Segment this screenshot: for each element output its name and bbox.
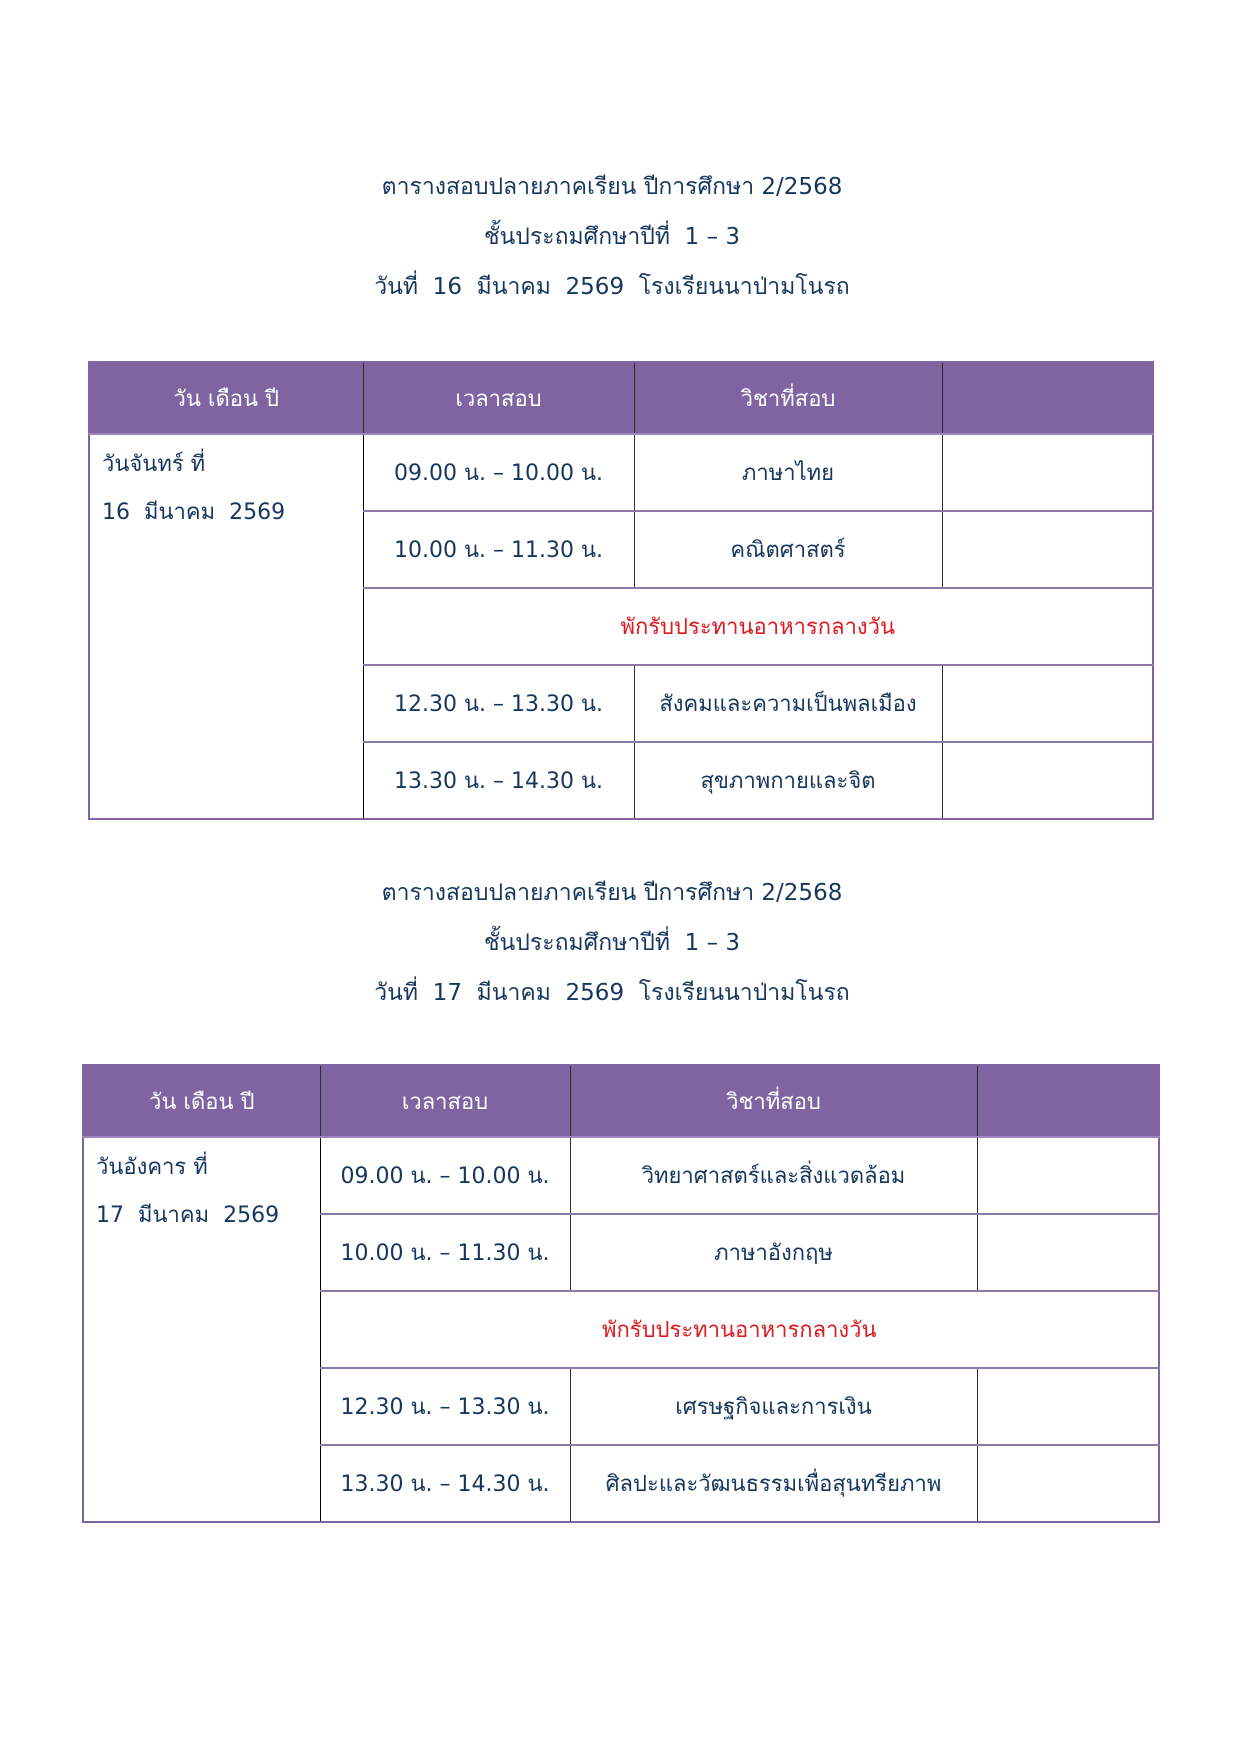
title-line-3: วันที่ 16 มีนาคม 2569 โรงเรียนนาป่ามโนรถ <box>374 274 850 300</box>
time-cell: 12.30 น. – 13.30 น. <box>363 665 634 742</box>
time-cell: 13.30 น. – 14.30 น. <box>363 742 634 819</box>
title-line-1: ตารางสอบปลายภาคเรียน ปีการศึกษา 2/2568 <box>381 880 843 906</box>
subject-cell: วิทยาศาสตร์และสิ่งแวดล้อม <box>570 1137 977 1214</box>
table-row <box>89 434 1153 511</box>
time-cell: 13.30 น. – 14.30 น. <box>320 1445 570 1522</box>
date-line-2: 17 มีนาคม 2569 <box>96 1203 280 1228</box>
time-cell: 10.00 น. – 11.30 น. <box>363 511 634 588</box>
note-cell <box>977 1214 1159 1291</box>
date-line-2: 16 มีนาคม 2569 <box>102 500 286 525</box>
subject-cell: สังคมและความเป็นพลเมือง <box>634 665 942 742</box>
header-note <box>942 362 1153 434</box>
header-date: วัน เดือน ปี <box>89 362 363 434</box>
subject-cell: เศรษฐกิจและการเงิน <box>570 1368 977 1445</box>
subject-cell: ศิลปะและวัฒนธรรมเพื่อสุนทรียภาพ <box>570 1445 977 1522</box>
note-cell <box>942 434 1153 511</box>
header-time: เวลาสอบ <box>320 1065 570 1137</box>
note-cell <box>942 511 1153 588</box>
time-cell: 09.00 น. – 10.00 น. <box>363 434 634 511</box>
title-line-1: ตารางสอบปลายภาคเรียน ปีการศึกษา 2/2568 <box>381 174 843 200</box>
subject-cell: ภาษาอังกฤษ <box>570 1214 977 1291</box>
header-row <box>89 362 1153 434</box>
time-cell: 09.00 น. – 10.00 น. <box>320 1137 570 1214</box>
note-cell <box>942 665 1153 742</box>
date-line-1: วันอังคาร ที่ <box>96 1155 208 1180</box>
header-row <box>83 1065 1159 1137</box>
title-line-3: วันที่ 17 มีนาคม 2569 โรงเรียนนาป่ามโนรถ <box>374 980 850 1006</box>
note-cell <box>977 1137 1159 1214</box>
subject-cell: สุขภาพกายและจิต <box>634 742 942 819</box>
lunch-break-cell: พักรับประทานอาหารกลางวัน <box>320 1291 1159 1368</box>
header-date: วัน เดือน ปี <box>83 1065 320 1137</box>
note-cell <box>977 1368 1159 1445</box>
note-cell <box>942 742 1153 819</box>
schedule-2-table <box>82 1064 1160 1523</box>
time-cell: 10.00 น. – 11.30 น. <box>320 1214 570 1291</box>
note-cell <box>977 1445 1159 1522</box>
date-line-1: วันจันทร์ ที่ <box>102 452 206 477</box>
header-time: เวลาสอบ <box>363 362 634 434</box>
header-subject: วิชาที่สอบ <box>634 362 942 434</box>
lunch-break-cell: พักรับประทานอาหารกลางวัน <box>363 588 1153 665</box>
schedule-1-title <box>0 162 1224 312</box>
time-cell: 12.30 น. – 13.30 น. <box>320 1368 570 1445</box>
title-line-2: ชั้นประถมศึกษาปีที่ 1 – 3 <box>483 224 741 250</box>
subject-cell: ภาษาไทย <box>634 434 942 511</box>
title-line-2: ชั้นประถมศึกษาปีที่ 1 – 3 <box>483 930 741 956</box>
date-cell <box>89 434 363 819</box>
table-row <box>83 1137 1159 1214</box>
schedule-1-table <box>88 361 1154 820</box>
header-note <box>977 1065 1159 1137</box>
schedule-2-title <box>0 868 1224 1018</box>
date-cell <box>83 1137 320 1522</box>
header-subject: วิชาที่สอบ <box>570 1065 977 1137</box>
subject-cell: คณิตศาสตร์ <box>634 511 942 588</box>
